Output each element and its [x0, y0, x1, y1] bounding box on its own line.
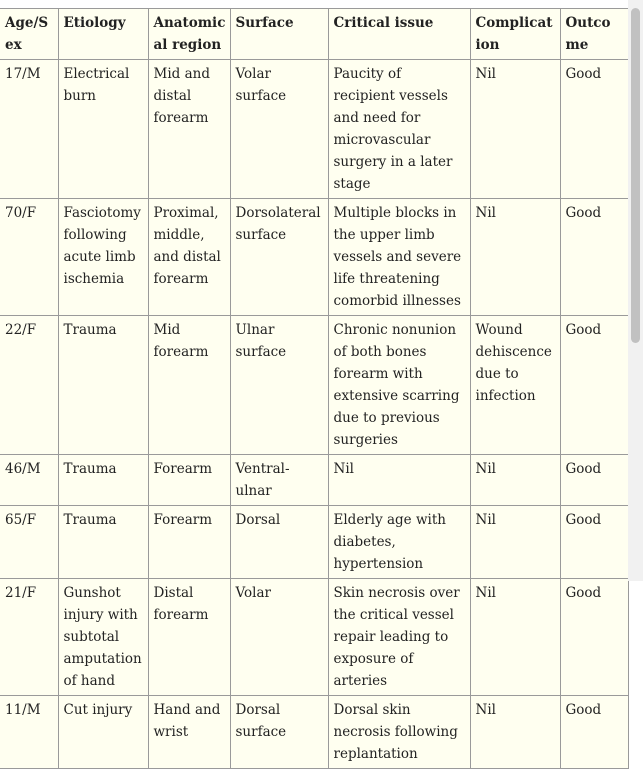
table-row	[0, 506, 628, 579]
cell-outcome: Good	[560, 455, 628, 506]
cell-complication: Nil	[470, 199, 560, 316]
cell-outcome: Good	[560, 316, 628, 455]
header-outcome: Outcome	[560, 9, 628, 60]
cell-complication: Nil	[470, 60, 560, 199]
cell-anatomical-region: Distal forearm	[148, 579, 230, 696]
cell-age-sex: 11/M	[0, 696, 58, 769]
cell-etiology: Gunshot injury with subtotal amputation of hand	[58, 579, 148, 696]
cell-etiology: Cut injury	[58, 696, 148, 769]
header-age-sex: Age/Sex	[0, 9, 58, 60]
cell-outcome: Good	[560, 60, 628, 199]
cell-surface: Dorsal	[230, 506, 328, 579]
cell-anatomical-region: Proximal, middle, and distal forearm	[148, 199, 230, 316]
cell-etiology: Trauma	[58, 455, 148, 506]
vertical-scrollbar[interactable]	[628, 0, 643, 581]
cell-outcome: Good	[560, 579, 628, 696]
cell-etiology: Fasciotomy following acute limb ischemia	[58, 199, 148, 316]
cell-anatomical-region: Mid and distal forearm	[148, 60, 230, 199]
table-container	[0, 8, 628, 769]
cell-critical-issue: Elderly age with diabetes, hypertension	[328, 506, 470, 579]
table-row	[0, 316, 628, 455]
cell-outcome: Good	[560, 506, 628, 579]
cell-complication: Nil	[470, 696, 560, 769]
cell-age-sex: 70/F	[0, 199, 58, 316]
scrollbar-thumb[interactable]	[631, 8, 640, 343]
cell-anatomical-region: Hand and wrist	[148, 696, 230, 769]
header-critical-issue: Critical issue	[328, 9, 470, 60]
cell-critical-issue: Nil	[328, 455, 470, 506]
cell-anatomical-region: Forearm	[148, 455, 230, 506]
cell-surface: Ventral-ulnar	[230, 455, 328, 506]
table-row	[0, 455, 628, 506]
cell-age-sex: 21/F	[0, 579, 58, 696]
cell-etiology: Trauma	[58, 506, 148, 579]
table-row	[0, 696, 628, 769]
cell-outcome: Good	[560, 199, 628, 316]
cell-anatomical-region: Mid forearm	[148, 316, 230, 455]
cell-complication: Nil	[470, 579, 560, 696]
cell-surface: Volar	[230, 579, 328, 696]
cell-outcome: Good	[560, 696, 628, 769]
header-complication: Complication	[470, 9, 560, 60]
cell-critical-issue: Paucity of recipient vessels and need for microvascular surgery in a later stage	[328, 60, 470, 199]
cell-complication: Nil	[470, 506, 560, 579]
cell-surface: Ulnar surface	[230, 316, 328, 455]
cell-age-sex: 22/F	[0, 316, 58, 455]
cell-etiology: Trauma	[58, 316, 148, 455]
cell-complication: Wound dehiscence due to infection	[470, 316, 560, 455]
table-row	[0, 60, 628, 199]
cell-critical-issue: Multiple blocks in the upper limb vessels and severe life threatening comorbid illnesses	[328, 199, 470, 316]
cell-age-sex: 46/M	[0, 455, 58, 506]
header-etiology: Etiology	[58, 9, 148, 60]
table-row	[0, 199, 628, 316]
cell-surface: Dorsal surface	[230, 696, 328, 769]
header-surface: Surface	[230, 9, 328, 60]
cell-complication: Nil	[470, 455, 560, 506]
cell-surface: Dorsolateral surface	[230, 199, 328, 316]
cell-anatomical-region: Forearm	[148, 506, 230, 579]
cell-age-sex: 65/F	[0, 506, 58, 579]
cell-age-sex: 17/M	[0, 60, 58, 199]
header-anatomical-region: Anatomical region	[148, 9, 230, 60]
cell-etiology: Electrical burn	[58, 60, 148, 199]
table-row	[0, 579, 628, 696]
cell-surface: Volar surface	[230, 60, 328, 199]
case-table	[0, 8, 629, 769]
cell-critical-issue: Skin necrosis over the critical vessel repair leading to exposure of arteries	[328, 579, 470, 696]
cell-critical-issue: Dorsal skin necrosis following replantation	[328, 696, 470, 769]
table-header-row	[0, 9, 628, 60]
cell-critical-issue: Chronic nonunion of both bones forearm with extensive scarring due to previous surgeries	[328, 316, 470, 455]
